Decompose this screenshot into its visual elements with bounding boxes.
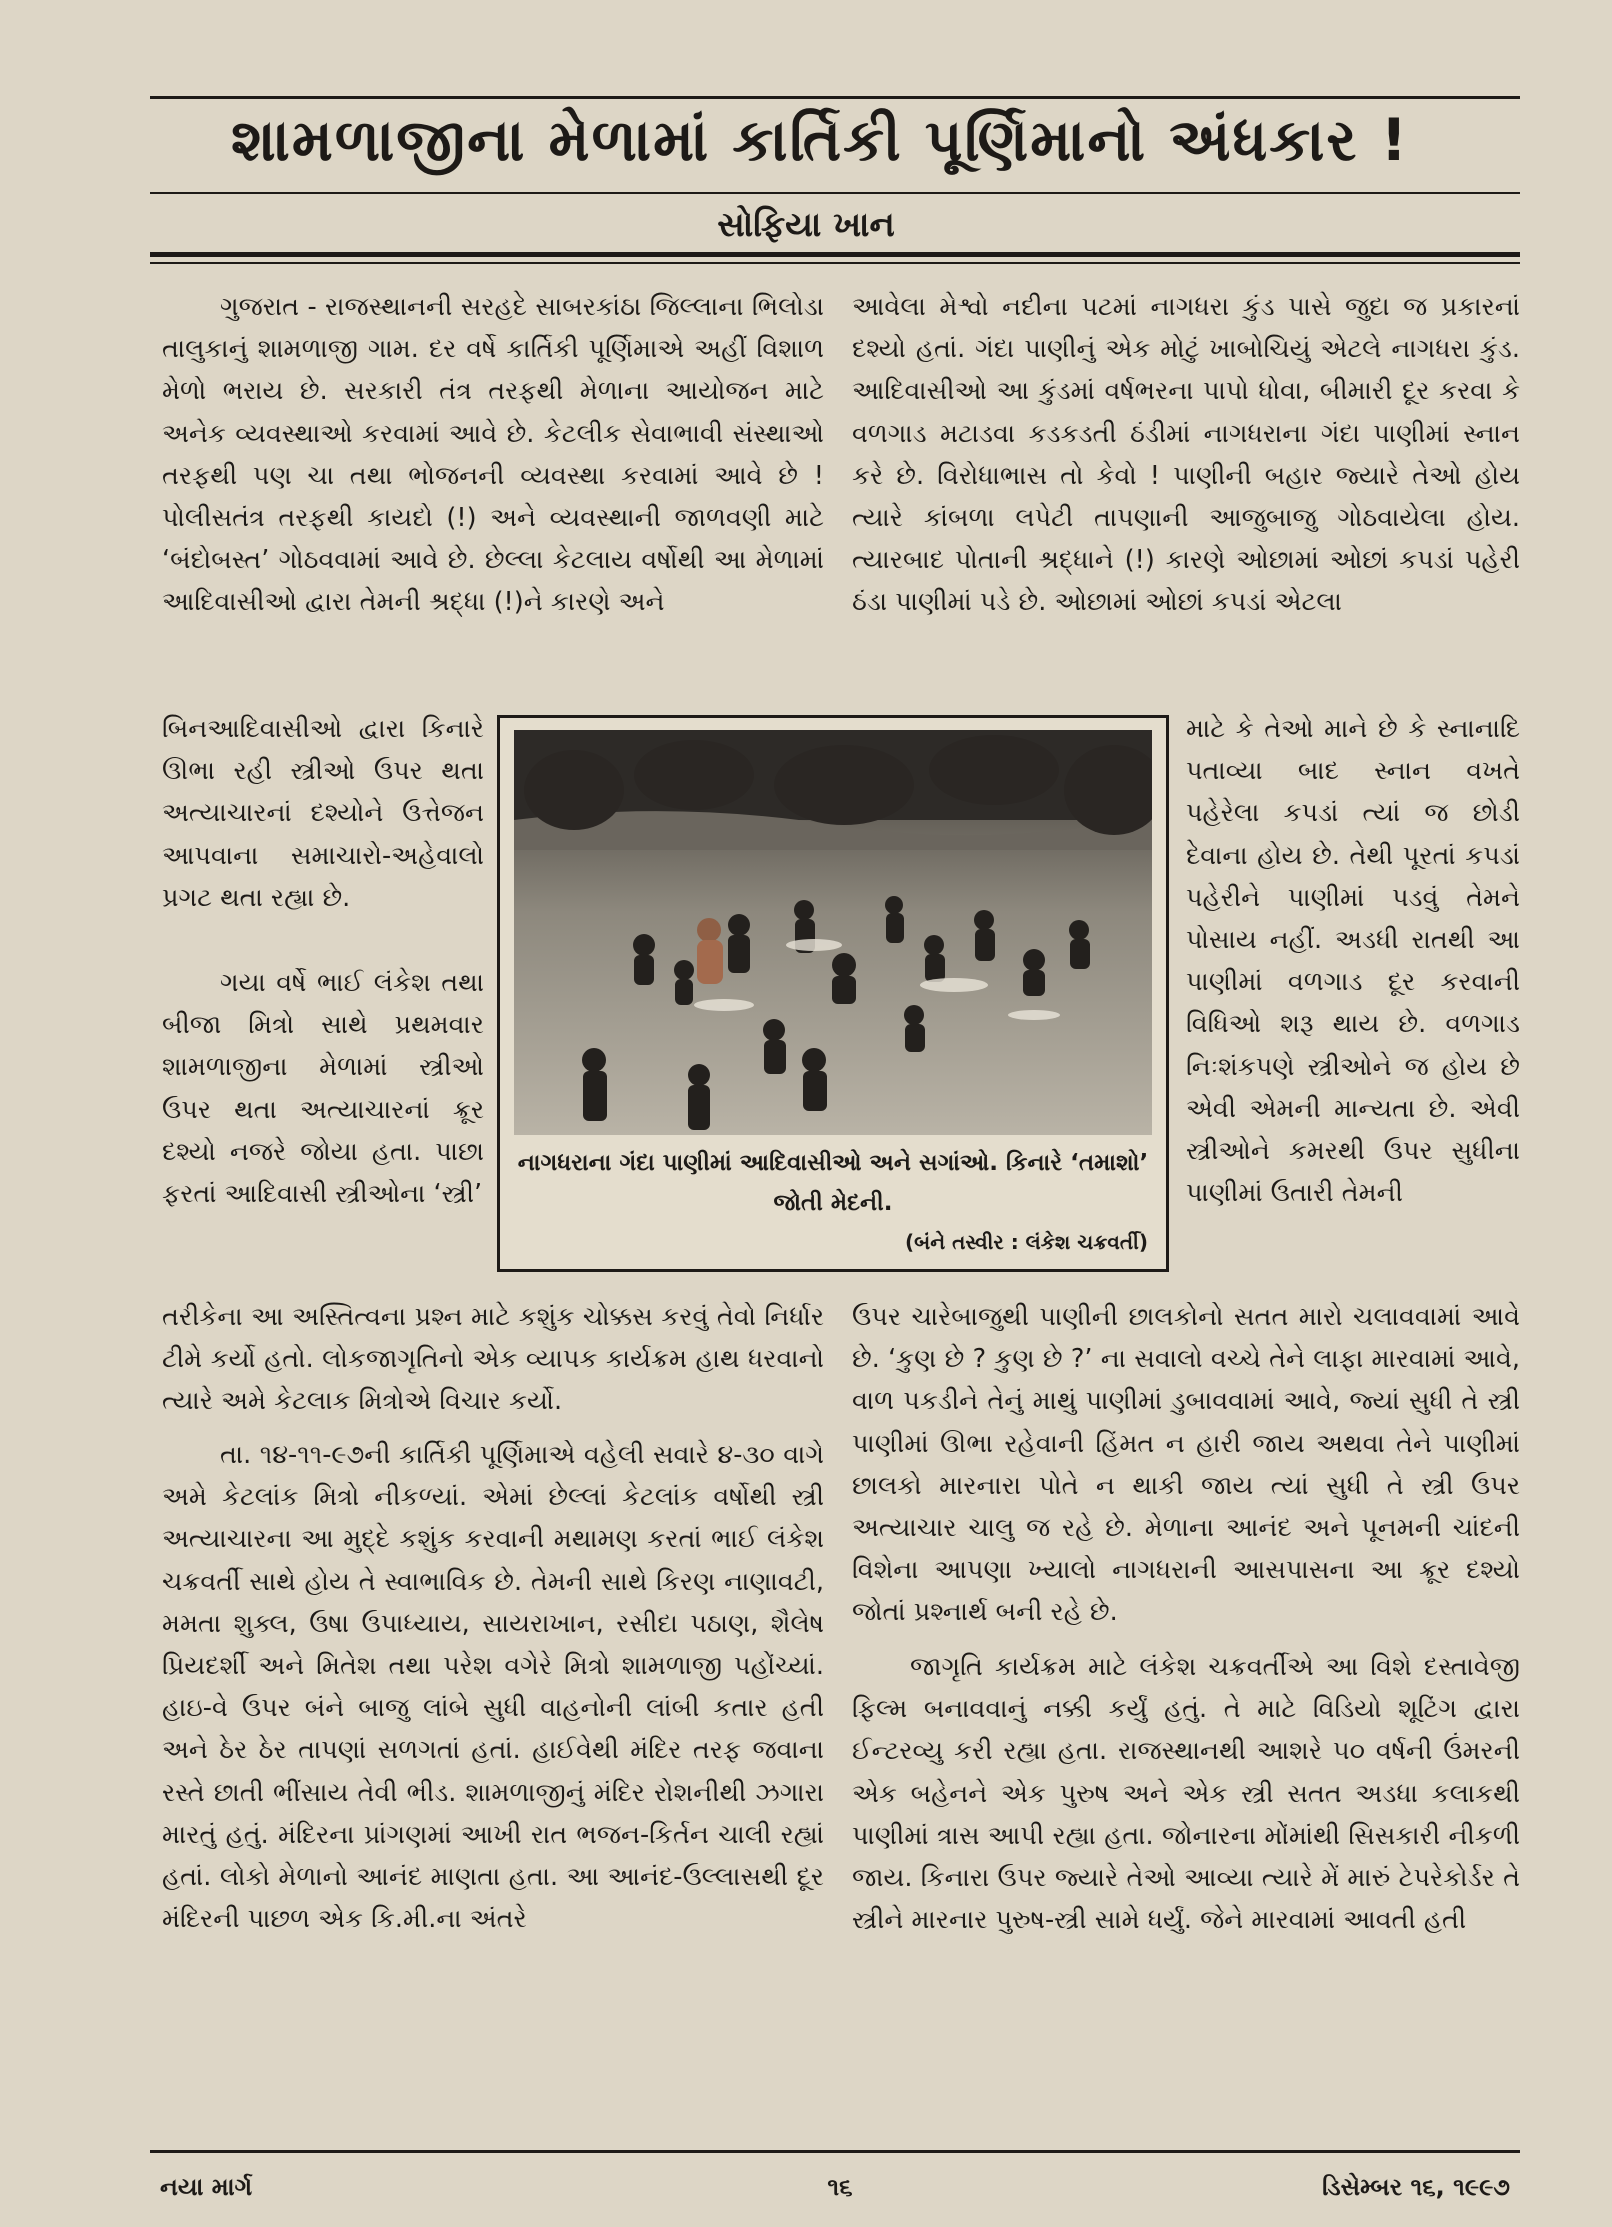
article-title: શામળાજીના મેળામાં કાર્તિકી પૂર્ણિમાનો અંધકાર ! bbox=[230, 106, 1410, 174]
left-paragraph-2-cont: તરીકેના આ અસ્તિત્વના પ્રશ્ન માટે કશુંક ચોક્કસ કરવું તેવો નિર્ધાર ટીમે કર્યો હતો. લોકજાગૃતિનો એક વ્યાપક કાર્યક્રમ હાથ ધરવાનો ત્યારે અમે કેટલાક મિત્રોએ વિચાર કર્યો. bbox=[162, 1302, 824, 1417]
left-paragraph-3: તા. ૧૪-૧૧-૯૭ની કાર્તિકી પૂર્ણિમાએ વહેલી સવારે ૪-૩૦ વાગે અમે કેટલાંક મિત્રો નીકળ્યાં. એમાં છેલ્લાં કેટલાંક વર્ષોથી સ્ત્રી અત્યાચારના આ મુદ્દે કશુંક કરવાની મથામણ કરતાં ભાઈ લંકેશ ચક્રવર્તી સાથે હોય તે સ્વાભાવિક છે. તેમની સાથે કિરણ નાણાવટી, મમતા શુક્લ, ઉષા ઉપાધ્યાય, સાયરાખાન, રસીદા પઠાણ, શૈલેષ પ્રિયદર્શી અને મિતેશ તથા પરેશ વગેરે મિત્રો શામળાજી પહોંચ્યાં. હાઇ-વે ઉપર બંને બાજુ લાંબે સુધી વાહનોની લાંબી કતાર હતી અને ઠેર ઠેર તાપણાં સળગતાં હતાં. હાઈવેથી મંદિર તરફ જવાના રસ્તે છાતી ભીંસાય તેવી ભીડ. શામળાજીનું મંદિર રોશનીથી ઝગારા મારતું હતું. મંદિરના પ્રાંગણમાં આખી રાત ભજન-કિર્તન ચાલી રહ્યાં હતાં. લોકો મેળાનો આનંદ માણતા હતા. આ આનંદ-ઉલ્લાસથી દૂર મંદિરની પાછળ એક કિ.મી.ના અંતરે bbox=[162, 1440, 824, 1935]
left-paragraph-1: ગુજરાત - રાજસ્થાનની સરહદે સાબરકાંઠા જિલ્લાના ભિલોડા તાલુકાનું શામળાજી ગામ. દર વર્ષે કાર્તિકી પૂર્ણિમાએ અહીં વિશાળ મેળો ભરાય છે. સરકારી તંત્ર તરફથી મેળાના આયોજન માટે અનેક વ્યવસ્થાઓ કરવામાં આવે છે. કેટલીક સેવાભાવી સંસ્થાઓ તરફથી પણ ચા તથા ભોજનની વ્યવસ્થા કરવામાં આવે છે ! પોલીસતંત્ર તરફથી કાયદો (!) અને વ્યવસ્થાની જાળવણી માટે ‘બંદોબસ્ત’ ગોઠવવામાં આવે છે. છેલ્લા કેટલાય વર્ષોથી આ મેળામાં આદિવાસીઓ દ્વારા તેમની શ્રદ્ધા (!)ને કારણે અને bbox=[162, 292, 824, 618]
footer-page-number: ૧૬ bbox=[827, 2173, 853, 2201]
left-paragraph-1-wrap: બિનઆદિવાસીઓ દ્વારા કિનારે ઊભા રહી સ્ત્રીઓ ઉપર થતા અત્યાચારનાં દશ્યોને ઉત્તેજન આપવાના સમાચારો-અહેવાલો પ્રગટ થતા રહ્યા છે. bbox=[162, 714, 484, 913]
right-paragraph-1-cont: ઉપર ચારેબાજુથી પાણીની છાલકોનો સતત મારો ચલાવવામાં આવે છે. ‘કુણ છે ? કુણ છે ?’ ના સવાલો વચ્ચે તેને લાફા મારવામાં આવે, વાળ પકડીને તેનું માથું પાણીમાં ડુબાવવામાં આવે, જ્યાં સુધી તે સ્ત્રી પાણીમાં ઊભા રહેવાની હિંમત ન હારી જાય અથવા તેને પાણીમાં છાલકો મારનારા પોતે ન થાકી જાય ત્યાં સુધી તે સ્ત્રી ઉપર અત્યાચાર ચાલુ જ રહે છે. મેળાના આનંદ અને પૂનમની ચાંદની વિશેના આપણા ખ્યાલો નાગધરાની આસપાસના આ ક્રૂર દશ્યો જોતાં પ્રશ્નાર્થ બની રહે છે. bbox=[852, 1302, 1520, 1628]
left-paragraph-2-wrap: ગયા વર્ષે ભાઈ લંકેશ તથા બીજા મિત્રો સાથે પ્રથમવાર શામળાજીના મેળામાં સ્ત્રીઓ ઉપર થતા અત્યાચારનાં ક્રૂર દશ્યો નજરે જોયા હતા. પાછા ફરતાં આદિવાસી સ્ત્રીઓના ‘સ્ત્રી’ bbox=[162, 968, 484, 1210]
top-rule bbox=[150, 96, 1520, 99]
photo-caption: નાગધરાના ગંદા પાણીમાં આદિવાસીઓ અને સગાંઓ. કિનારે ‘તમાશો’ જોતી મેદની. bbox=[517, 1150, 1149, 1216]
byline-rule-thick bbox=[150, 252, 1520, 257]
byline-rule-thin bbox=[150, 262, 1520, 264]
photo-box bbox=[497, 715, 1169, 1272]
right-paragraph-2: જાગૃતિ કાર્યક્રમ માટે લંકેશ ચક્રવર્તીએ આ વિશે દસ્તાવેજી ફિલ્મ બનાવવાનું નક્કી કર્યું હતું. તે માટે વિડિયો શૂટિંગ દ્વારા ઈન્ટરવ્યુ કરી રહ્યા હતા. રાજસ્થાનથી આશરે ૫૦ વર્ષની ઉંમરની એક બહેનને એક પુરુષ અને એક સ્ત્રી સતત અડધા કલાકથી પાણીમાં ત્રાસ આપી રહ્યા હતા. જોનારના મોંમાંથી સિસકારી નીકળી જાય. કિનારા ઉપર જ્યારે તેઓ આવ્યા ત્યારે મેં મારું ટેપરેકોર્ડર તે સ્ત્રીને મારનાર પુરુષ-સ્ત્રી સામે ધર્યું. જેને મારવામાં આવતી હતી bbox=[852, 1652, 1520, 1936]
footer-publication: નયા માર્ગ bbox=[160, 2173, 253, 2201]
photo-bathers-in-pond bbox=[514, 730, 1152, 1135]
right-paragraph-1-wrap: માટે કે તેઓ માને છે કે સ્નાનાદિ પતાવ્યા બાદ સ્નાન વખતે પહેરેલા કપડાં ત્યાં જ છોડી દેવાના હોય છે. તેથી પૂરતાં કપડાં પહેરીને પાણીમાં પડવું તેમને પોસાય નહીં. અડધી રાતથી આ પાણીમાં વળગાડ દૂર કરવાની વિધિઓ શરૂ થાય છે. વળગાડ નિઃશંકપણે સ્ત્રીઓને જ હોય છે એવી એમની માન્યતા છે. એવી સ્ત્રીઓને કમરથી ઉપર સુધીના પાણીમાં ઉતારી તેમની bbox=[1186, 714, 1520, 1209]
right-paragraph-1: આવેલા મેશ્વો નદીના પટમાં નાગધરા કુંડ પાસે જુદા જ પ્રકારનાં દશ્યો હતાં. ગંદા પાણીનું એક મોટું ખાબોચિયું એટલે નાગધરા કુંડ. આદિવાસીઓ આ કુંડમાં વર્ષભરના પાપો ધોવા, બીમારી દૂર કરવા કે વળગાડ મટાડવા કડકડતી ઠંડીમાં નાગધરાના ગંદા પાણીમાં સ્નાન કરે છે. વિરોધાભાસ તો કેવો ! પાણીની બહાર જ્યારે તેઓ હોય ત્યારે કાંબળા લપેટી તાપણાની આજુબાજુ ગોઠવાયેલા હોય. ત્યારબાદ પોતાની શ્રદ્ધાને (!) કારણે ઓછામાં ઓછાં કપડાં પહેરી ઠંડા પાણીમાં પડે છે. ઓછામાં ઓછાં કપડાં એટલા bbox=[852, 292, 1520, 618]
footer-date: ડિસેમ્બર ૧૬, ૧૯૯૭ bbox=[1322, 2173, 1510, 2201]
author-byline: સોફિયા ખાન bbox=[717, 205, 895, 245]
footer-rule bbox=[150, 2150, 1520, 2153]
photo-credit: (બંને તસ્વીર : લંકેશ ચક્રવર્તી) bbox=[905, 1230, 1148, 1254]
title-rule bbox=[150, 192, 1520, 194]
